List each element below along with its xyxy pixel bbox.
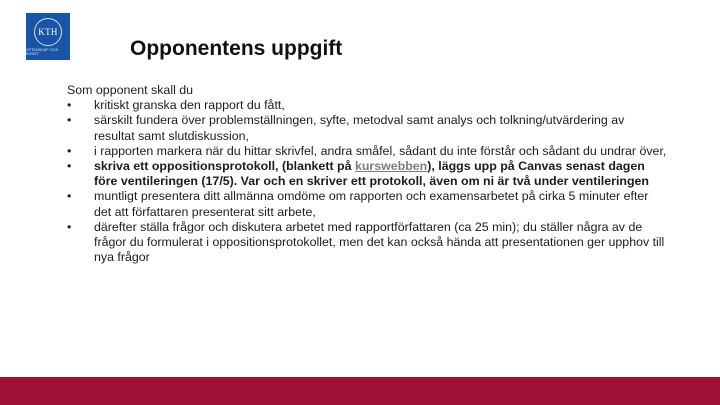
kurswebben-link[interactable]: kurswebben [354, 159, 428, 174]
list-item [67, 113, 667, 143]
list-item [67, 144, 667, 159]
slide-title: Opponentens uppgift [130, 37, 343, 60]
list-item [67, 98, 667, 113]
kth-logo [26, 13, 70, 60]
list-item-text: kritiskt granska den rapport du fått, [94, 98, 285, 113]
list-item [67, 220, 667, 266]
list-item [67, 189, 667, 219]
task-list [67, 98, 667, 265]
list-item-text-bold: ), läggs upp på Canvas senast dagen före ventileringen (17/5). Var och en skriver ett protokoll, även om ni är två under ventileringen [94, 159, 649, 189]
bullet-icon: • [67, 219, 72, 234]
bullet-icon: • [67, 143, 72, 158]
bullet-icon: • [67, 113, 72, 128]
footer-bar [0, 377, 720, 405]
bullet-icon: • [67, 98, 72, 113]
kth-crest-icon: KTH [34, 18, 62, 46]
list-item-text: särskilt fundera över problemställningen, syfte, metodval samt analys och tolkning/utvärdering av resultat samt slutdiskussion, [94, 113, 625, 143]
intro-text: Som opponent skall du [67, 83, 194, 97]
list-item-text: därefter ställa frågor och diskutera arbetet med rapportförfattaren (ca 25 min); du ställer några av de frågor du formulerat i oppositionsprotokollet, men det kan också hända att presentationen ger upphov till nya frågor [94, 219, 665, 265]
bullet-icon: • [67, 189, 72, 204]
list-item-text: muntligt presentera ditt allmänna omdöme om rapporten och examensarbetet på cirka 5 minuter efter det att författaren presenterat sitt arbete, [94, 189, 649, 219]
list-item [67, 159, 667, 189]
slide-content [67, 83, 667, 265]
kth-logo-subtext: VETENSKAP OCH KONST [26, 47, 59, 56]
bullet-icon: • [67, 159, 72, 174]
list-item-text: i rapporten markera när du hittar skrivfel, andra småfel, sådant du inte förstår och sådant du undrar över, [94, 143, 667, 158]
list-item-text-bold: skriva ett oppositionsprotokoll, (blankett på [94, 159, 355, 174]
